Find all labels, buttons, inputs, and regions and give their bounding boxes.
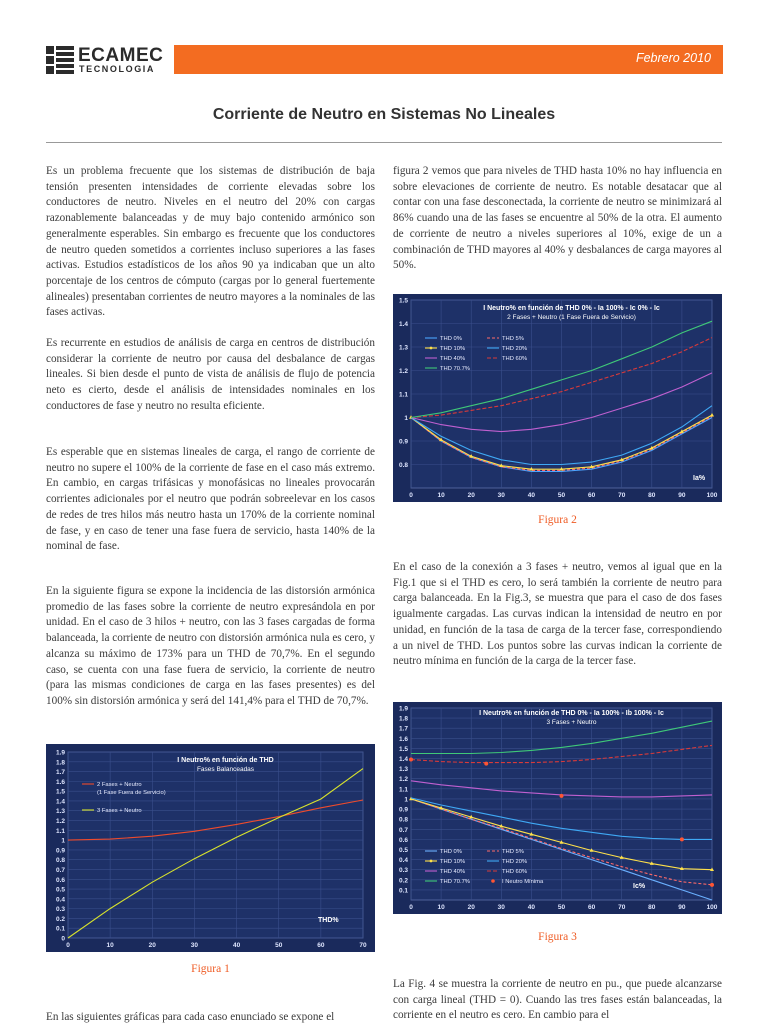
x-tick-label: 60 <box>317 942 325 949</box>
x-tick-label: 40 <box>527 904 536 911</box>
col1-paragraph-3: Es esperable que en sistemas lineales de carga, el rango de corriente de neutro no supere el 100% de la corriente de fase en el caso más extremo. En cambio, en cargas trifásicas y monofásicas no lineales provocarán corrientes adicionales por el neutro que podrán sobreelevar en los casos de redes de tres hilos más neutro hasta un 170% de la corriente nominal de fase, y en caso de tener una fase fuera de servicio, hasta 140% de la nominal de fase. <box>46 446 375 553</box>
legend-label: THD 20% <box>502 346 528 352</box>
chart-subtitle: Fases Balanceadas <box>196 766 255 773</box>
col1-paragraph-2: Es recurrente en estudios de análisis de carga en centros de distribución considerar la corriente de neutro por causa del desbalance de cargas lineales. Si bien desde el punto de vista de análisis de flujo de potencia neto es cierto, desde el análisis de intensidades nominales en los conductores de fase y neutro no resulta eficiente. <box>46 337 375 412</box>
legend-label: 3 Fases + Neutro <box>97 808 142 814</box>
figure-1-chart <box>46 744 375 952</box>
x-tick-label: 40 <box>232 942 241 949</box>
y-tick-label: 1.3 <box>398 344 408 352</box>
y-tick-label: 1.7 <box>55 769 65 777</box>
legend-label: (1 Fase Fuera de Servicio) <box>97 790 166 796</box>
legend-label: THD 5% <box>502 849 524 855</box>
y-tick-label: 0.8 <box>398 462 408 469</box>
y-tick-label: 1.1 <box>398 786 408 794</box>
chart-subtitle: 2 Fases + Neutro (1 Fase Fuera de Servicio) <box>507 314 636 321</box>
x-tick-label: 90 <box>678 904 686 911</box>
x-tick-label: 50 <box>275 942 283 949</box>
x-tick-label: 80 <box>648 904 656 911</box>
x-tick-label: 0 <box>409 904 413 911</box>
col1-paragraph-1: Es un problema frecuente que los sistemas de distribución de baja tensión presenten intensidades de corriente elevadas sobre los conductores de neutro. Niveles en el neutro del 20% con cargas razonablemente balanceadas y de muy bajo contenido armónico son generalmente esperables. Sin embargo es frecuente que los conductores de neutro queden sometidos a corrientes incluso superiores a las fases activas. Estudios estadísticos de los años 90 ya indicaban que un alto porcentaje de los centros de cómputo (cargas por lo general fuertemente alineales) presentaban corrientes de neutro mayores a la nominales de las fases activas. <box>46 165 375 319</box>
legend-swatch <box>491 879 495 883</box>
y-tick-label: 1.9 <box>55 749 65 757</box>
y-tick-label: 1.4 <box>55 798 65 806</box>
y-tick-label: 1.5 <box>55 788 65 796</box>
x-tick-label: 100 <box>706 904 718 911</box>
issue-date: Febrero 2010 <box>635 51 711 65</box>
legend-label: THD 70.7% <box>440 879 470 885</box>
x-axis-label: Ic% <box>633 883 646 890</box>
y-tick-label: 0.9 <box>55 847 65 855</box>
title-divider <box>46 142 722 143</box>
min-point-marker <box>680 837 684 841</box>
y-tick-label: 0.7 <box>55 866 65 874</box>
page-title: Corriente de Neutro en Sistemas No Lineales <box>212 106 556 123</box>
y-tick-label: 0 <box>61 935 65 943</box>
y-tick-label: 1.1 <box>55 827 65 835</box>
y-tick-label: 1.2 <box>398 776 408 784</box>
date-bar <box>174 45 723 74</box>
col1-paragraph-4: En la siguiente figura se expone la incidencia de las distorsión armónica promedio de las fases sobre la corriente de neutro expresándola en por unidad. En el caso de 3 hilos + neutro, con las 3 fases cargadas de forma balanceada, la corriente de neutro con distorsión armónica nula es cero, y alcanza su máximo de 173% para un THD de 70,7%. En el segundo caso, se cuenta con una fase fuera de servicio, la corriente de neutro (para las mismas condiciones de carga en las fases presentes) es del 100% sin distorsión armónica y será del 141,4% para el THD de 70,7%. <box>46 585 375 707</box>
x-tick-label: 30 <box>190 942 199 949</box>
y-tick-label: 0.3 <box>398 867 408 875</box>
legend-label: THD 20% <box>502 859 528 865</box>
y-tick-label: 0.4 <box>55 896 65 904</box>
legend-label: THD 10% <box>440 346 466 352</box>
y-tick-label: 1.6 <box>398 735 408 743</box>
x-tick-label: 10 <box>106 942 114 949</box>
x-tick-label: 20 <box>148 942 156 949</box>
y-tick-label: 1.8 <box>55 759 65 767</box>
y-tick-label: 0.8 <box>398 816 408 824</box>
y-tick-label: 0.8 <box>55 857 65 865</box>
legend-label: I Neutro Mínima <box>502 879 544 885</box>
chart-title: I Neutro% en función de THD 0% - Ia 100% - Ib 100% - Ic <box>479 710 664 717</box>
x-tick-label: 80 <box>648 492 656 499</box>
min-point-marker <box>560 794 564 798</box>
y-tick-label: 1 <box>404 415 408 422</box>
logo-mark-icon <box>46 46 74 74</box>
ecamec-logo <box>46 45 166 75</box>
plot-area <box>68 752 363 938</box>
y-tick-label: 1.3 <box>398 766 408 774</box>
min-point-marker <box>484 762 488 766</box>
legend-label: THD 60% <box>502 356 528 362</box>
y-tick-label: 1.9 <box>398 705 408 713</box>
y-tick-label: 0.2 <box>398 877 408 885</box>
x-tick-label: 30 <box>497 904 505 911</box>
y-tick-label: 1 <box>61 837 65 845</box>
figure-3-chart <box>393 702 722 914</box>
x-tick-label: 20 <box>467 492 475 499</box>
x-tick-label: 60 <box>587 492 596 499</box>
y-tick-label: 0.6 <box>55 876 65 884</box>
y-tick-label: 1.4 <box>398 321 408 328</box>
y-tick-label: 1.1 <box>398 391 408 399</box>
y-tick-label: 0.9 <box>398 806 408 814</box>
legend-label: THD 0% <box>440 849 462 855</box>
x-tick-label: 70 <box>618 492 626 499</box>
x-axis-label: Ia% <box>693 475 706 482</box>
x-tick-label: 10 <box>437 904 445 911</box>
x-tick-label: 70 <box>618 904 626 911</box>
x-tick-label: 40 <box>527 492 536 499</box>
logo-subtitle: TECNOLOGIA <box>79 64 155 74</box>
legend-label: THD 40% <box>440 356 466 362</box>
x-tick-label: 50 <box>557 492 566 499</box>
legend-label: THD 5% <box>502 336 524 342</box>
figure-3-caption: Figura 3 <box>538 931 577 943</box>
y-tick-label: 1.7 <box>398 725 408 733</box>
legend-label: THD 10% <box>440 859 466 865</box>
y-tick-label: 0.7 <box>398 826 408 834</box>
y-tick-label: 0.9 <box>398 438 408 446</box>
y-tick-label: 0.6 <box>398 836 408 844</box>
y-tick-label: 1.3 <box>55 808 65 816</box>
figure-2-chart <box>393 294 722 502</box>
col2-paragraph-2: En el caso de la conexión a 3 fases + neutro, vemos al igual que en la Fig.1 que si el THD es cero, lo será también la corriente de neutro para carga balanceada. En la Fig.3, se muestra que para el caso de dos fases igualmente cargadas. Las curvas indican la intensidad de neutro en por unidad, en función de la tasa de carga de la tercer fase, correspondiendo a un nivel de THD. Los puntos sobre las curvas indican la corriente de neutro mínima en función de la carga de la tercer fase. <box>393 561 722 668</box>
legend-label: THD 0% <box>440 336 462 342</box>
y-tick-label: 1.5 <box>398 297 408 305</box>
y-tick-label: 0.3 <box>55 906 65 914</box>
y-tick-label: 1.6 <box>55 778 65 786</box>
legend-marker <box>430 347 433 350</box>
x-axis-label: THD% <box>318 917 339 924</box>
x-tick-label: 0 <box>66 942 70 949</box>
y-tick-label: 1.8 <box>398 715 408 723</box>
col2-paragraph-3: La Fig. 4 se muestra la corriente de neutro en pu., que puede alcanzarse con carga lineal (THD = 0). Cuando las tres fases están balanceadas, la corriente en el neutro es cero. En cambio para el <box>393 978 722 1022</box>
y-tick-label: 0.5 <box>398 846 408 854</box>
min-point-marker <box>409 758 413 762</box>
logo-name: ECAMEC <box>78 45 164 66</box>
y-tick-label: 0.4 <box>398 857 408 865</box>
x-tick-label: 60 <box>587 904 596 911</box>
legend-label: THD 70.7% <box>440 366 470 372</box>
chart-subtitle: 3 Fases + Neutro <box>546 719 597 726</box>
legend-label: 2 Fases + Neutro <box>97 782 142 788</box>
col2-paragraph-1: figura 2 vemos que para niveles de THD hasta 10% no hay influencia en sobre elevaciones de corriente de neutro. Es notable desatacar que al contar con una fase desconectada, la corriente de neutro se minimizará al 86% cuando una de las fases se encuentre al 50% de la otra. El aumento de corriente de neutro a niveles superiores al 10%, exige de un a combinación de THD mayores al 40% y desbalances de carga mayores al 50%. <box>393 165 722 272</box>
legend-label: THD 60% <box>502 869 528 875</box>
x-tick-label: 50 <box>557 904 566 911</box>
y-tick-label: 1.2 <box>398 368 408 375</box>
min-point-marker <box>710 883 714 887</box>
x-tick-label: 20 <box>467 904 475 911</box>
figure-2-caption: Figura 2 <box>538 514 577 526</box>
x-tick-label: 10 <box>437 492 445 499</box>
x-tick-label: 30 <box>497 492 505 499</box>
y-tick-label: 1.5 <box>398 745 408 753</box>
y-tick-label: 0.5 <box>55 886 65 894</box>
y-tick-label: 1.2 <box>55 818 65 826</box>
y-tick-label: 1 <box>404 796 408 804</box>
y-tick-label: 1.4 <box>398 756 408 764</box>
legend-marker <box>430 860 433 863</box>
x-tick-label: 90 <box>678 492 686 499</box>
x-tick-label: 100 <box>706 492 718 499</box>
x-tick-label: 0 <box>409 492 413 499</box>
y-tick-label: 0.2 <box>55 915 65 923</box>
legend-label: THD 40% <box>440 869 466 875</box>
y-tick-label: 0.1 <box>55 925 65 933</box>
y-tick-label: 0.1 <box>398 887 408 895</box>
chart-title: I Neutro% en función de THD <box>177 757 274 764</box>
col1-paragraph-5: En las siguientes gráficas para cada caso enunciado se expone el <box>46 1011 335 1023</box>
chart-title: I Neutro% en función de THD 0% - Ia 100% - Ic 0% - Ic <box>483 305 660 312</box>
figure-1-caption: Figura 1 <box>191 963 230 975</box>
x-tick-label: 70 <box>359 942 367 949</box>
